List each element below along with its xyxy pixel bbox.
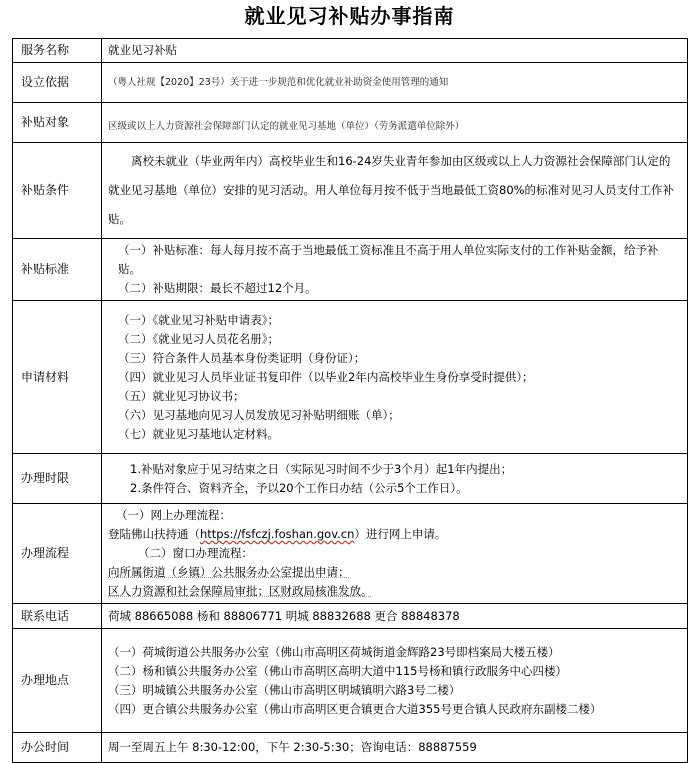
row-label: 联系电话 — [13, 604, 102, 629]
address-value — [102, 629, 688, 733]
online-text-post: ）进行网上申请。 — [354, 527, 447, 541]
time-limit-value — [102, 454, 688, 504]
online-text-pre: 登陆佛山扶持通（ — [108, 527, 200, 541]
row-label: 设立依据 — [13, 63, 102, 103]
materials-value — [102, 301, 688, 454]
row-label: 办理地点 — [13, 629, 102, 733]
address-item: （三）明城镇公共服务办公室（佛山市高明区明城镇明六路3号二楼） — [108, 682, 461, 697]
page-title: 就业见习补贴办事指南 — [244, 4, 455, 28]
phone-value: 荷城 88665088 杨和 88806771 明城 88832688 更合 88848378 — [102, 604, 688, 629]
row-label: 补贴标准 — [13, 239, 102, 301]
standard-item: （二）补贴期限：最长不超过12个月。 — [118, 281, 317, 295]
process-online-title: （一）网上办理流程： — [116, 508, 231, 522]
table-row — [13, 629, 688, 733]
table-row — [13, 454, 688, 504]
material-item: （三）符合条件人员基本身份类证明（身份证）； — [118, 350, 366, 365]
material-item: （四）就业见习人员毕业证书复印件（以毕业2年内高校毕业生身份享受时提供）； — [118, 369, 534, 384]
row-label: 办理流程 — [13, 504, 102, 604]
material-item: （七）就业见习基地认定材料。 — [118, 426, 279, 441]
table-row — [13, 63, 688, 103]
table-row — [13, 604, 688, 629]
process-value — [102, 504, 688, 604]
process-window-title: （二）窗口办理流程： — [138, 546, 253, 560]
row-label: 办公时间 — [13, 733, 102, 763]
table-row — [13, 504, 688, 604]
material-item: （二）《就业见习人员花名册》； — [118, 331, 279, 346]
service-name-value: 就业见习补贴 — [102, 39, 688, 63]
material-item: （五）就业见习协议书； — [118, 388, 245, 403]
guide-table — [12, 38, 688, 763]
material-item: （六）见习基地向见习人员发放见习补贴明细账（单）； — [118, 407, 400, 422]
address-item: （二）杨和镇公共服务办公室（佛山市高明区高明大道中115号杨和镇行政服务中心四楼） — [108, 663, 567, 678]
table-row — [13, 143, 688, 239]
row-label: 服务名称 — [13, 39, 102, 63]
row-label: 申请材料 — [13, 301, 102, 454]
process-online-text — [108, 525, 681, 544]
basis-value: （粤人社规【2020】23号）关于进一步规范和优化就业补助资金使用管理的通知 — [102, 63, 688, 103]
hours-value: 周一至周五上午 8:30-12:00，下午 2:30-5:30；咨询电话：88887559 — [102, 733, 688, 763]
material-item: （一）《就业见习补贴申请表》； — [118, 312, 279, 327]
standard-item: （一）补贴标准：每人每月按不高于当地最低工资标准且不高于用人单位实际支付的工作补贴金额，给予补贴。 — [118, 243, 659, 276]
time-limit-item: 2.条件符合、资料齐全，予以20个工作日办结（公示5个工作日）。 — [130, 480, 468, 495]
time-limit-item: 1.补贴对象应于见习结束之日（实际见习时间不少于3个月）起1年内提出； — [130, 461, 513, 476]
address-item: （四）更合镇公共服务办公室（佛山市高明区更合镇更合大道355号更合镇人民政府东副楼二楼） — [108, 701, 602, 716]
standard-value — [102, 239, 688, 301]
table-row — [13, 301, 688, 454]
process-window-step: 区人力资源和社会保障局审批；区财政局核准发放。 — [108, 584, 373, 598]
target-value: 区级或以上人力资源社会保障部门认定的就业见习基地（单位）（劳务派遣单位除外） — [102, 103, 688, 143]
table-row — [13, 39, 688, 63]
conditions-value: 离校未就业（毕业两年内）高校毕业生和16-24岁失业青年参加由区级或以上人力资源社会保障部门认定的就业见习基地（单位）安排的见习活动。用人单位每月按不低于当地最低工资80%的标准对见习人员支付工作补贴。 — [102, 143, 688, 239]
process-window-step: 向所属街道（乡镇）公共服务办公室提出申请； — [108, 565, 350, 579]
table-row — [13, 239, 688, 301]
address-item: （一）荷城街道公共服务办公室（佛山市高明区荷城街道金辉路23号即档案局大楼五楼） — [108, 644, 560, 659]
table-row — [13, 733, 688, 763]
row-label: 补贴条件 — [13, 143, 102, 239]
online-url-link[interactable]: https://fsfczj.foshan.gov.cn — [200, 527, 355, 541]
table-row — [13, 103, 688, 143]
row-label: 补贴对象 — [13, 103, 102, 143]
row-label: 办理时限 — [13, 454, 102, 504]
